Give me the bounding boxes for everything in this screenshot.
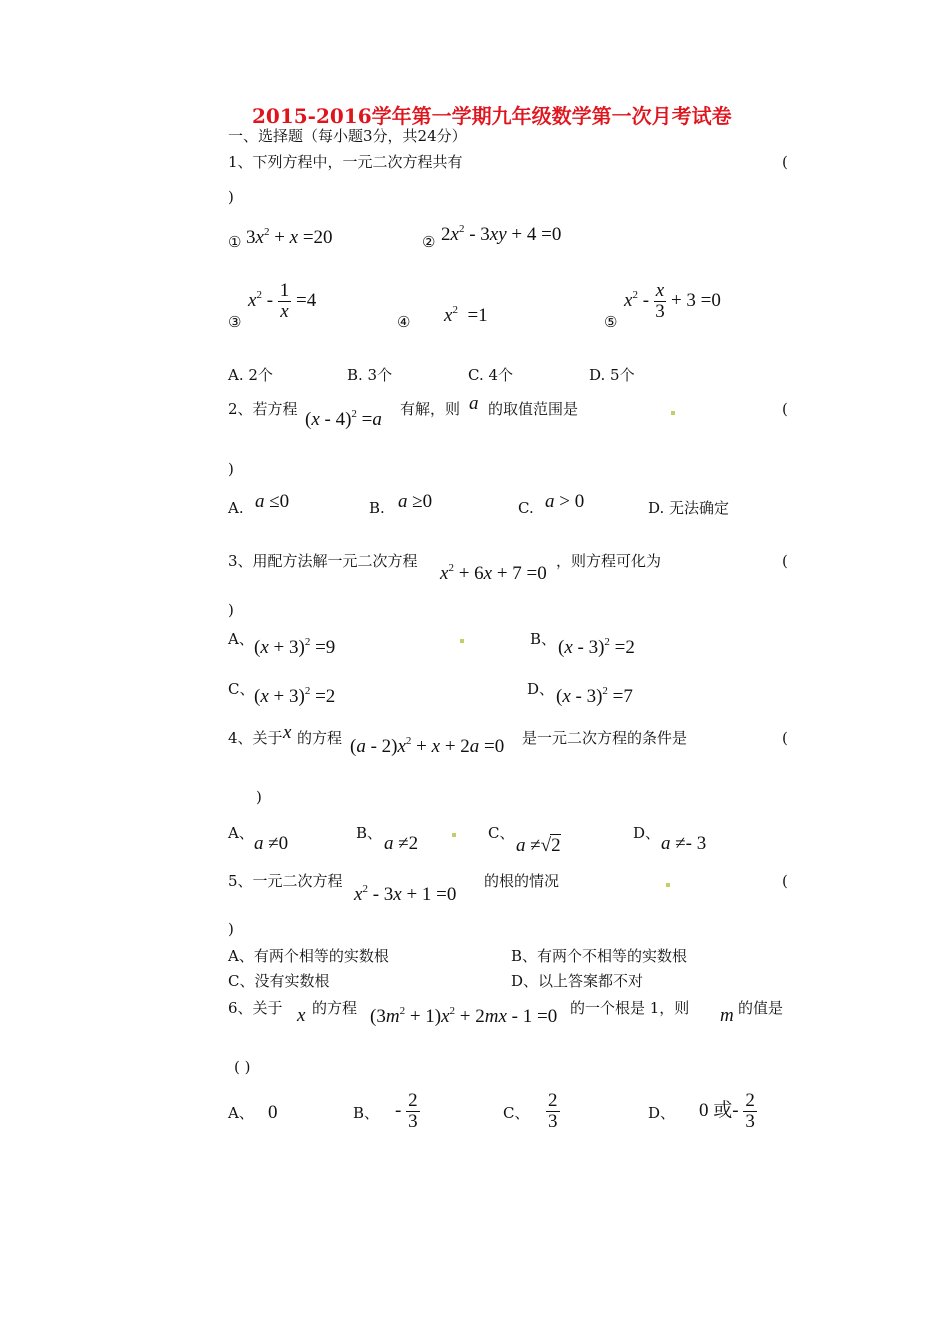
- q6-answer-blank: ( ): [234, 1058, 251, 1076]
- q4-choice-d-label: D、: [633, 824, 661, 842]
- q1-label-4: ④: [397, 313, 411, 331]
- q4-paren-close: ): [256, 788, 262, 806]
- q6-choice-b-label: B、: [353, 1104, 380, 1122]
- q1-eq-2: $2x^2 - 3xy + 4 =0$: [441, 223, 562, 245]
- q6-choice-d-text: 0 或: [699, 1099, 733, 1121]
- q2-var-a: a: [469, 393, 479, 414]
- q6-stem-d: 的值是: [738, 999, 784, 1017]
- q4-choice-a-label: A、: [228, 824, 254, 842]
- q3-stem-a: 3、用配方法解一元二次方程: [228, 552, 418, 570]
- q1-choice-a: A. 2个: [228, 366, 273, 384]
- q1-eq-1: $3x^2 + x =20$: [246, 226, 333, 248]
- q1-label-3: ③: [228, 313, 242, 331]
- q1-choice-d: D. 5个: [589, 366, 635, 384]
- q6-choice-b: - $\frac{2}{3}$: [395, 1090, 418, 1132]
- q2-choice-a: a ≤0: [255, 491, 290, 512]
- q5-choice-b: B、有两个不相等的实数根: [511, 947, 688, 965]
- q3-stem-b: ，则方程可化为: [556, 552, 662, 570]
- page-title: 2015-2016学年第一学期九年级数学第一次月考试卷: [252, 104, 732, 128]
- q1-paren-open: (: [782, 153, 788, 171]
- q3-choice-a: $(x + 3)^2 =9$: [254, 636, 336, 658]
- q5-choice-d: D、以上答案都不对: [511, 972, 644, 990]
- q4-choice-c: a ≠√2: [516, 835, 561, 856]
- q2-stem-c: 的取值范围是: [488, 400, 579, 418]
- q6-var-m: m: [720, 1005, 734, 1026]
- q1-choice-b: B. 3个: [347, 366, 393, 384]
- q6-stem-b: 的方程: [312, 999, 358, 1017]
- q3-paren-close: ): [228, 601, 234, 619]
- q2-paren-close: ): [228, 460, 234, 478]
- q4-choice-c-label: C、: [488, 824, 515, 842]
- section-heading: 一、选择题（每小题3分，共24分）: [228, 127, 467, 145]
- q2-stem-a: 2、若方程: [228, 400, 298, 418]
- q4-stem-a: 4、关于: [228, 729, 283, 747]
- q4-choice-b-label: B、: [356, 824, 383, 842]
- q3-paren-open: (: [782, 552, 788, 570]
- q2-paren-open: (: [782, 400, 788, 418]
- q1-eq-4: $x^2 =1$: [444, 304, 488, 326]
- q4-stem-b: 的方程: [297, 729, 343, 747]
- q1-eq-3: $x^2$ - $\frac{1}{x}$ =4: [248, 280, 317, 322]
- scan-speck: [666, 883, 670, 887]
- q3-choice-b-label: B、: [530, 630, 557, 648]
- q4-paren-open: (: [782, 729, 788, 747]
- q5-eq: $x^2 - 3x + 1 =0$: [354, 883, 457, 905]
- q4-choice-d: a ≠- 3: [661, 833, 707, 854]
- q6-choice-c: $\frac{2}{3}$: [548, 1090, 558, 1132]
- q3-choice-a-label: A、: [228, 630, 254, 648]
- q2-choice-c-label: C.: [518, 499, 534, 517]
- q1-choice-c: C. 4个: [468, 366, 514, 384]
- q3-choice-d: (x - 3)$^2$ =7: [556, 685, 633, 707]
- scan-speck: [452, 833, 456, 837]
- q2-choice-c: a > 0: [545, 491, 585, 512]
- q5-choice-a: A、有两个相等的实数根: [228, 947, 389, 965]
- q4-var-x: x: [283, 722, 292, 743]
- q1-label-2: ②: [422, 233, 436, 251]
- q2-eq: (x - 4)$^2$ =a: [305, 408, 382, 430]
- q4-eq: $(a - 2)x^2 + x + 2a =0$: [350, 735, 505, 757]
- q2-choice-b-label: B.: [369, 499, 385, 517]
- q6-var-x: x: [297, 1005, 306, 1026]
- q6-choice-a-label: A、: [228, 1104, 254, 1122]
- q5-stem-a: 5、一元二次方程: [228, 872, 343, 890]
- q5-paren-close: ): [228, 920, 234, 938]
- q5-choice-c: C、没有实数根: [228, 972, 330, 990]
- q6-stem-a: 6、关于: [228, 999, 283, 1017]
- q4-choice-a: a ≠0: [254, 833, 289, 854]
- q6-eq: $(3m^2 + 1)x^2 + 2mx - 1 =0$: [370, 1005, 558, 1027]
- q4-stem-c: 是一元二次方程的条件是: [522, 729, 688, 747]
- q6-stem-c: 的一个根是 1，则: [570, 999, 690, 1017]
- scan-speck: [460, 639, 464, 643]
- q3-choice-d-label: D、: [527, 680, 555, 698]
- q2-choice-a-label: A.: [228, 499, 244, 517]
- q2-choice-d: D. 无法确定: [648, 499, 730, 517]
- q3-eq: $x^2 + 6x + 7 =0$: [440, 562, 547, 584]
- q1-label-5: ⑤: [604, 313, 618, 331]
- q1-label-1: ①: [228, 233, 242, 251]
- q6-choice-c-label: C、: [503, 1104, 530, 1122]
- q3-choice-c: $(x + 3)^2 =2$: [254, 685, 336, 707]
- q2-choice-b: a ≥0: [398, 491, 433, 512]
- q3-choice-b: (x - 3)$^2$ =2: [558, 636, 635, 658]
- q1-paren-close: ): [228, 188, 234, 206]
- q5-paren-open: (: [782, 872, 788, 890]
- q3-choice-c-label: C、: [228, 680, 255, 698]
- q1-stem: 1、下列方程中，一元二次方程共有: [228, 153, 463, 171]
- q6-choice-d: 0 或- $\frac{2}{3}$: [699, 1090, 755, 1132]
- q1-eq-5: $x^2$ - $\frac{x}{3}$ + 3 =0: [624, 280, 721, 322]
- q6-choice-d-label: D、: [648, 1104, 676, 1122]
- q4-choice-b: a ≠2: [384, 833, 419, 854]
- q2-stem-b: 有解，则: [400, 400, 461, 418]
- q6-choice-a: 0: [268, 1102, 278, 1123]
- scan-speck: [671, 411, 675, 415]
- q5-stem-b: 的根的情况: [484, 872, 560, 890]
